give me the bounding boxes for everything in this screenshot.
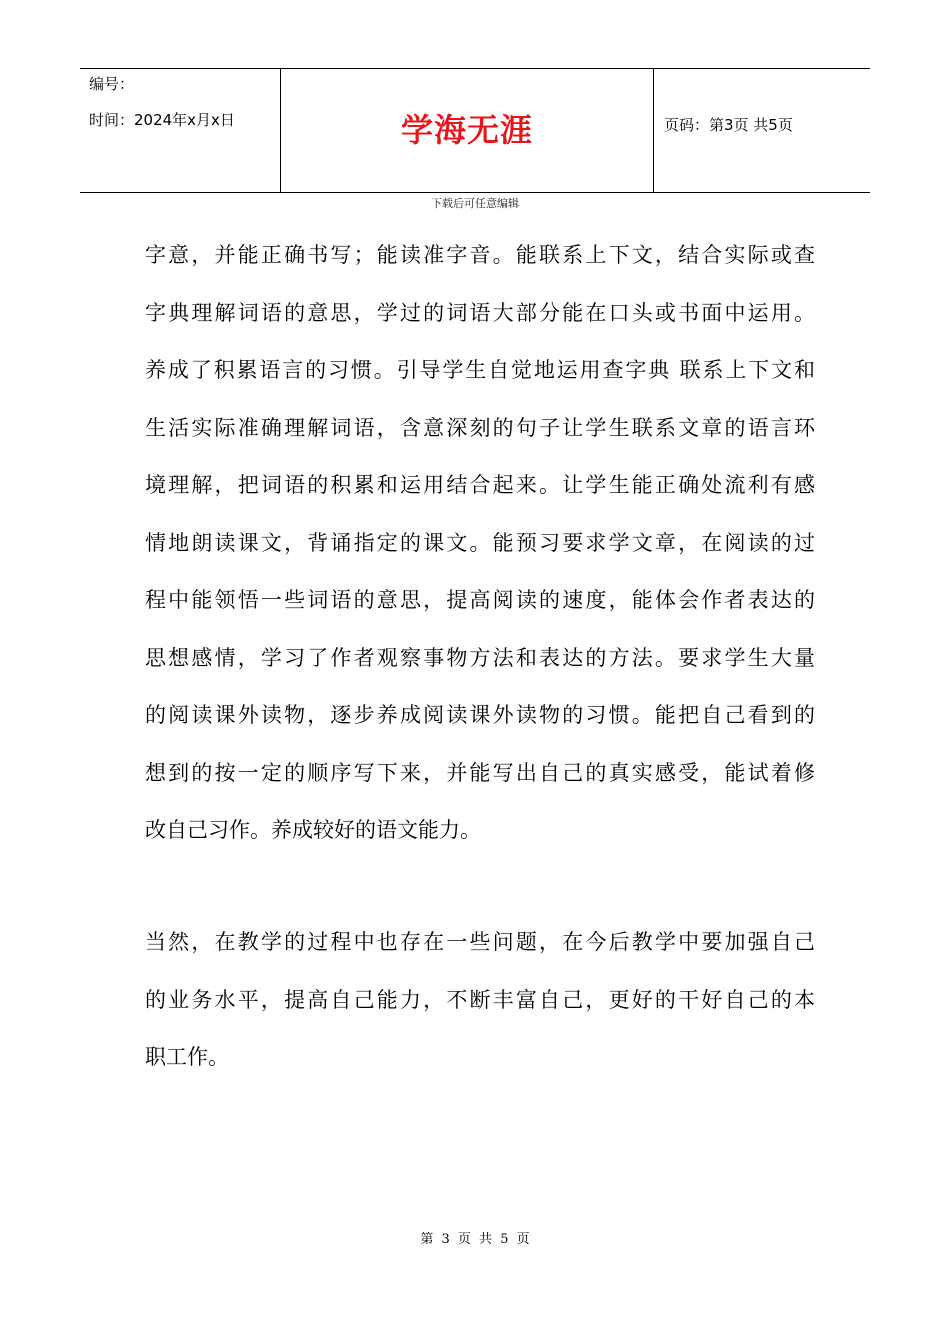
- paragraph-1: [145, 227, 815, 860]
- text-line: 想到的按一定的顺序写下来，并能写出自己的真实感受，能试着修: [145, 760, 815, 785]
- page-footer: 第 3 页 共 5 页: [420, 1232, 530, 1247]
- number-label: 编号：: [89, 75, 135, 93]
- paragraph-2: [145, 914, 815, 1087]
- text-line: 养成了积累语言的习惯。引导学生自觉地运用查字典 联系上下文和: [145, 358, 815, 382]
- text-line: 境理解，把词语的积累和运用结合起来。让学生能正确处流利有感: [145, 473, 815, 497]
- text-line: 思想感情，学习了作者观察事物方法和表达的方法。要求学生大量: [145, 645, 815, 670]
- page-info: 页码：第3页 共5页: [664, 116, 793, 134]
- logo-text: 学海无涯: [400, 111, 533, 149]
- text-line: 的业务水平，提高自己能力，不断丰富自己，更好的干好自己的本: [145, 987, 815, 1012]
- time-label: 时间：2024年x月x日: [89, 111, 235, 129]
- header-right-cell: [654, 69, 870, 192]
- text-line: 改自己习作。养成较好的语文能力。: [145, 818, 481, 842]
- text-line: 生活实际准确理解词语，含意深刻的句子让学生联系文章的语言环: [145, 415, 815, 440]
- text-line: 职工作。: [145, 1045, 229, 1069]
- header-logo-cell: [281, 69, 654, 192]
- edit-note: 下载后可任意编辑: [431, 197, 519, 210]
- header-left-cell: [80, 69, 281, 192]
- text-line: 情地朗读课文，背诵指定的课文。能预习要求学文章，在阅读的过: [145, 530, 815, 555]
- text-line: 字典理解词语的意思，学过的词语大部分能在口头或书面中运用。: [145, 300, 815, 325]
- document-header: [80, 68, 870, 193]
- text-line: 的阅读课外读物，逐步养成阅读课外读物的习惯。能把自己看到的: [145, 703, 815, 727]
- text-line: 程中能领悟一些词语的意思，提高阅读的速度，能体会作者表达的: [145, 588, 815, 612]
- text-line: 当然，在教学的过程中也存在一些问题，在今后教学中要加强自己: [145, 930, 815, 954]
- text-line: 字意，并能正确书写；能读准字音。能联系上下文，结合实际或查: [145, 243, 815, 267]
